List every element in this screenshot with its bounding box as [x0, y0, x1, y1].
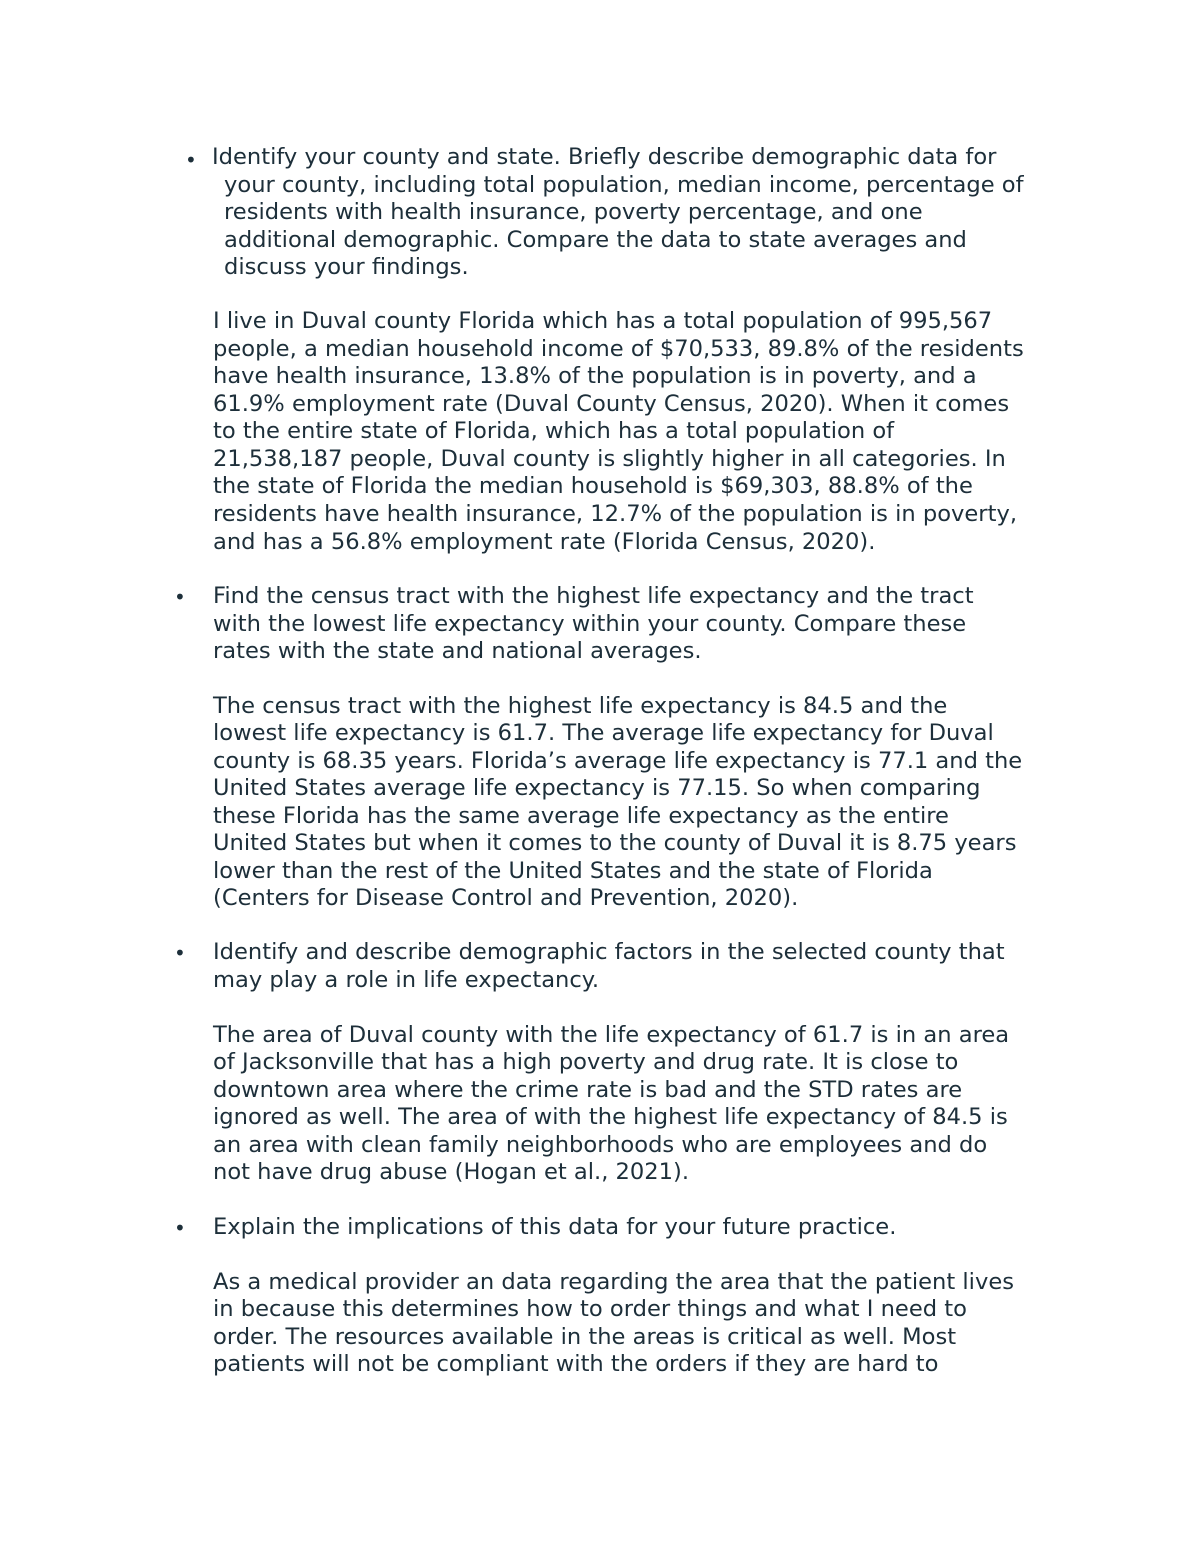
- text-line: ignored as well. The area of with the highest life expectancy of 84.5 is: [213, 1104, 1008, 1130]
- text-line: lowest life expectancy is 61.7. The average life expectancy for Duval: [213, 720, 994, 746]
- text-line: 61.9% employment rate (Duval County Census, 2020). When it comes: [213, 391, 1010, 417]
- text-line: people, a median household income of $70,533, 89.8% of the residents: [213, 336, 1024, 362]
- text-line: county is 68.35 years. Florida’s average life expectancy is 77.1 and the: [213, 748, 1023, 774]
- bullet-marker: •: [174, 1216, 186, 1240]
- text-line: As a medical provider an data regarding the area that the patient lives: [213, 1269, 1014, 1295]
- text-line: of Jacksonville that has a high poverty and drug rate. It is close to: [213, 1049, 959, 1075]
- bullet-marker: •: [185, 148, 197, 172]
- text-line: an area with clean family neighborhoods who are employees and do: [213, 1132, 988, 1158]
- bullet-marker: •: [174, 585, 186, 609]
- text-line: lower than the rest of the United States and the state of Florida: [213, 858, 933, 884]
- text-line: have health insurance, 13.8% of the population is in poverty, and a: [213, 363, 977, 389]
- text-line: The area of Duval county with the life expectancy of 61.7 is in an area: [213, 1022, 1010, 1048]
- text-line: discuss your findings.: [224, 254, 469, 280]
- text-line: United States average life expectancy is 77.15. So when comparing: [213, 775, 981, 801]
- text-line: in because this determines how to order things and what I need to: [213, 1296, 967, 1322]
- text-line: additional demographic. Compare the data to state averages and: [224, 227, 967, 253]
- text-line: your county, including total population, median income, percentage of: [224, 172, 1024, 198]
- text-line: residents with health insurance, poverty percentage, and one: [224, 199, 923, 225]
- text-line: with the lowest life expectancy within your county. Compare these: [213, 611, 967, 637]
- text-line: I live in Duval county Florida which has a total population of 995,567: [213, 308, 993, 334]
- text-line: The census tract with the highest life expectancy is 84.5 and the: [213, 693, 948, 719]
- text-line: 21,538,187 people, Duval county is slightly higher in all categories. In: [213, 446, 1006, 472]
- text-line: Find the census tract with the highest life expectancy and the tract: [213, 583, 974, 609]
- text-line: to the entire state of Florida, which has a total population of: [213, 418, 895, 444]
- text-line: order. The resources available in the areas is critical as well. Most: [213, 1324, 957, 1350]
- text-line: and has a 56.8% employment rate (Florida Census, 2020).: [213, 529, 876, 555]
- bullet-marker: •: [174, 941, 186, 965]
- text-line: may play a role in life expectancy.: [213, 967, 600, 993]
- text-line: (Centers for Disease Control and Prevention, 2020).: [213, 885, 799, 911]
- text-line: not have drug abuse (Hogan et al., 2021).: [213, 1159, 690, 1185]
- text-line: United States but when it comes to the county of Duval it is 8.75 years: [213, 830, 1017, 856]
- text-line: Identify your county and state. Briefly describe demographic data for: [212, 144, 997, 170]
- text-line: downtown area where the crime rate is bad and the STD rates are: [213, 1077, 963, 1103]
- text-line: patients will not be compliant with the orders if they are hard to: [213, 1351, 939, 1377]
- text-line: residents have health insurance, 12.7% of the population is in poverty,: [213, 501, 1017, 527]
- text-line: Identify and describe demographic factors in the selected county that: [213, 939, 1005, 965]
- text-line: the state of Florida the median household is $69,303, 88.8% of the: [213, 473, 973, 499]
- text-line: Explain the implications of this data for your future practice.: [213, 1214, 897, 1240]
- text-line: rates with the state and national averages.: [213, 638, 702, 664]
- text-line: these Florida has the same average life expectancy as the entire: [213, 803, 949, 829]
